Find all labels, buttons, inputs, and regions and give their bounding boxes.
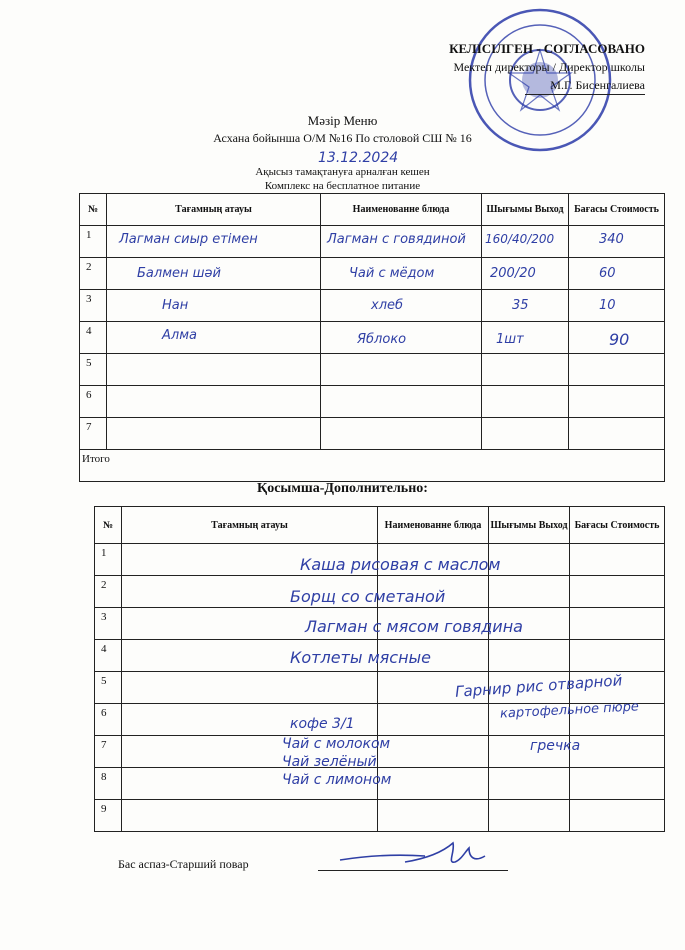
extra-item-handwritten: Чай с лимоном: [282, 772, 392, 788]
row-number: 5: [80, 354, 107, 386]
dish-name-kz: Нан: [162, 298, 189, 313]
dish-output: 200/20: [490, 266, 536, 281]
table-row: [80, 226, 665, 258]
table-row: [80, 418, 665, 450]
row-number: 6: [80, 386, 107, 418]
dish-name-ru: Яблоко: [357, 332, 407, 347]
dish-name-kz: Балмен шәй: [137, 266, 221, 281]
approval-heading: КЕЛІСІЛГЕН - СОГЛАСОВАНО: [449, 41, 645, 56]
table-row: [80, 258, 665, 290]
extra-item-handwritten: Гарнир рис отварной: [454, 671, 623, 701]
dish-price: 10: [599, 298, 616, 313]
menu-date: 13.12.2024: [318, 150, 399, 166]
approval-position: Мектеп директоры / Директор школы: [453, 60, 645, 74]
table-row: [80, 354, 665, 386]
dish-name-ru: Чай с мёдом: [349, 266, 435, 281]
dish-price: 340: [599, 232, 624, 247]
table-header-row: [80, 194, 665, 226]
extra-item-handwritten: кофе 3/1: [290, 716, 355, 732]
col-header-name-kz: Тағамның атауы: [122, 507, 378, 544]
extra-item-handwritten: картофельное пюре: [499, 699, 640, 722]
dish-price: 90: [609, 330, 630, 349]
total-label: Итого: [80, 450, 665, 482]
col-header-name-ru: Наименованне блюда: [378, 507, 489, 544]
free-meals-table: [79, 193, 665, 482]
row-number: 3: [95, 608, 122, 640]
row-number: 9: [95, 800, 122, 832]
dish-name-kz: Лагман сиыр етімен: [119, 232, 258, 247]
extra-item-handwritten: Чай зелёный: [282, 754, 377, 770]
table-header-row: [95, 507, 665, 544]
extra-item-handwritten: гречка: [530, 738, 581, 754]
dish-name-ru: Лагман с говядиной: [327, 232, 466, 247]
free-meals-caption: [0, 165, 685, 193]
row-number: 3: [80, 290, 107, 322]
extra-item-handwritten: Котлеты мясные: [290, 648, 432, 667]
col-header-price: Бағасы Стоимость: [569, 194, 665, 226]
col-header-number: №: [95, 507, 122, 544]
row-number: 5: [95, 672, 122, 704]
table-row: [95, 800, 665, 832]
row-number: 2: [80, 258, 107, 290]
col-header-output: Шығымы Выход: [489, 507, 570, 544]
row-number: 8: [95, 768, 122, 800]
col-header-name-kz: Тағамның атауы: [107, 194, 321, 226]
total-row: [80, 450, 665, 482]
extra-item-handwritten: Чай с молоком: [282, 736, 391, 752]
chef-signature: [335, 838, 495, 872]
row-number: 1: [95, 544, 122, 576]
page-title: Мәзір Меню: [307, 113, 378, 128]
row-number: 1: [80, 226, 107, 258]
extra-section-title: Қосымша-Дополнительно:: [257, 481, 428, 496]
extra-item-handwritten: Лагман с мясом говядина: [305, 617, 523, 636]
approval-line: [525, 94, 645, 95]
dish-name-ru: хлеб: [371, 298, 404, 313]
page-subtitle: Асхана бойынша О/М №16 По столовой СШ № 16: [213, 131, 472, 145]
table-row: [80, 386, 665, 418]
dish-output: 1шт: [496, 332, 524, 347]
approval-block: [449, 40, 645, 95]
col-header-price: Бағасы Стоимость: [570, 507, 665, 544]
row-number: 2: [95, 576, 122, 608]
extra-item-handwritten: Борщ со сметаной: [290, 587, 446, 606]
dish-name-kz: Алма: [162, 328, 197, 343]
extra-item-handwritten: Каша рисовая с маслом: [300, 555, 501, 574]
row-number: 7: [95, 736, 122, 768]
table-row: [80, 290, 665, 322]
free-meals-line-kz: Ақысыз тамақтануға арналған кешен: [255, 166, 430, 178]
row-number: 4: [80, 322, 107, 354]
row-number: 4: [95, 640, 122, 672]
col-header-name-ru: Наименованне блюда: [321, 194, 482, 226]
dish-output: 35: [512, 298, 529, 313]
signature-label: Бас аспаз-Старший повар: [118, 857, 249, 871]
free-meals-line-ru: Комплекс на бесплатное питание: [264, 180, 421, 192]
dish-output: 160/40/200: [485, 232, 555, 246]
row-number: 6: [95, 704, 122, 736]
row-number: 7: [80, 418, 107, 450]
table-row: [80, 322, 665, 354]
dish-price: 60: [599, 266, 616, 281]
approval-name: М.Г. Бисенгалиева: [550, 78, 645, 92]
col-header-output: Шығымы Выход: [482, 194, 569, 226]
col-header-number: №: [80, 194, 107, 226]
